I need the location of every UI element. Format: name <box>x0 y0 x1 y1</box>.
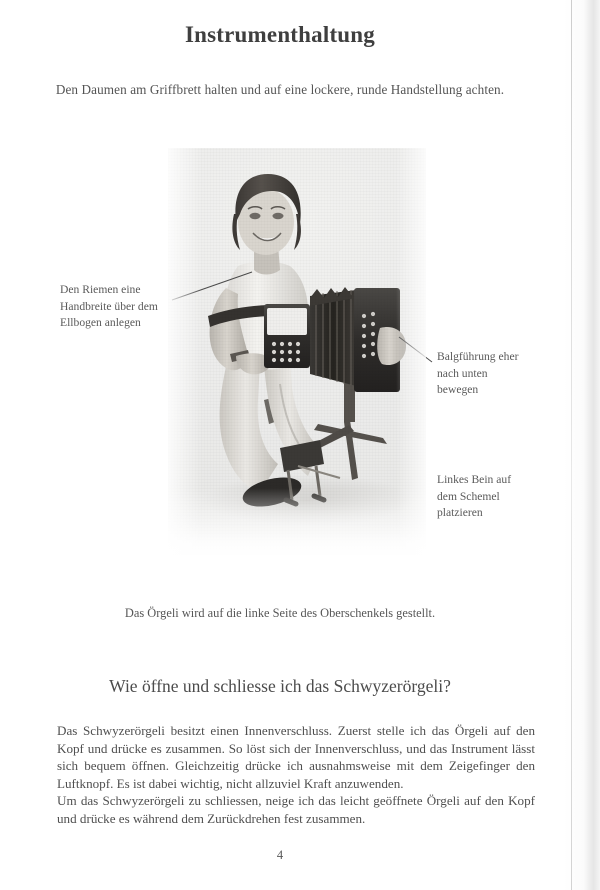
page-title: Instrumenthaltung <box>185 22 375 47</box>
page-subtitle: Den Daumen am Griffbrett halten und auf eine lockere, runde Handstellung achten. <box>55 82 505 97</box>
leg-annotation-line-3: platzieren <box>437 506 483 519</box>
instrument-holding-photo <box>168 148 426 558</box>
body-paragraph-2: Um das Schwyzerörgeli zu schliessen, neige ich das leicht geöffnete Örgeli auf den Kopf und drücke es während dem Zurückdrehen fest zusammen. <box>57 793 535 826</box>
leg-annotation <box>437 472 572 522</box>
photo-fade-right <box>396 148 426 558</box>
bellows-annotation-line-2: nach unten <box>437 366 488 380</box>
scan-edge-line <box>571 0 572 890</box>
photo-fade-bottom <box>168 488 426 558</box>
strap-annotation-line-1: Den Riemen eine <box>60 283 141 296</box>
photo-fade-left <box>168 148 202 558</box>
page-number: 4 <box>276 848 284 862</box>
leg-annotation-line-1: Linkes Bein auf <box>437 473 512 486</box>
body-paragraph-1: Das Schwyzerörgeli besitzt einen Innenverschluss. Zuerst stelle ich das Örgeli auf den Kopf und drücke es zusammen. So löst sich der Innenverschluss, und das Instrument lässt sich bequem öffnen. Gleichzeitig drücke ich ausnahmsweise mit dem Zeigefinger den Luftknopf. Es ist dabei wichtig, nicht allzuviel Kraft anzuwenden. <box>57 723 535 791</box>
section-heading: Wie öffne und schliesse ich das Schwyzerörgeli? <box>109 676 451 696</box>
photo-caption: Das Örgeli wird auf die linke Seite des Oberschenkels gestellt. <box>124 606 436 620</box>
scan-edge-shadow <box>564 0 600 890</box>
bellows-annotation <box>437 349 572 399</box>
strap-annotation-line-3: Ellbogen anlegen <box>60 316 141 329</box>
strap-annotation-line-2: Handbreite über dem <box>60 299 158 313</box>
bellows-annotation-line-3: bewegen <box>437 383 479 396</box>
leg-annotation-line-2: dem Schemel <box>437 489 500 503</box>
bellows-annotation-line-1: Balgführung eher <box>437 350 519 363</box>
body-text <box>57 722 535 828</box>
